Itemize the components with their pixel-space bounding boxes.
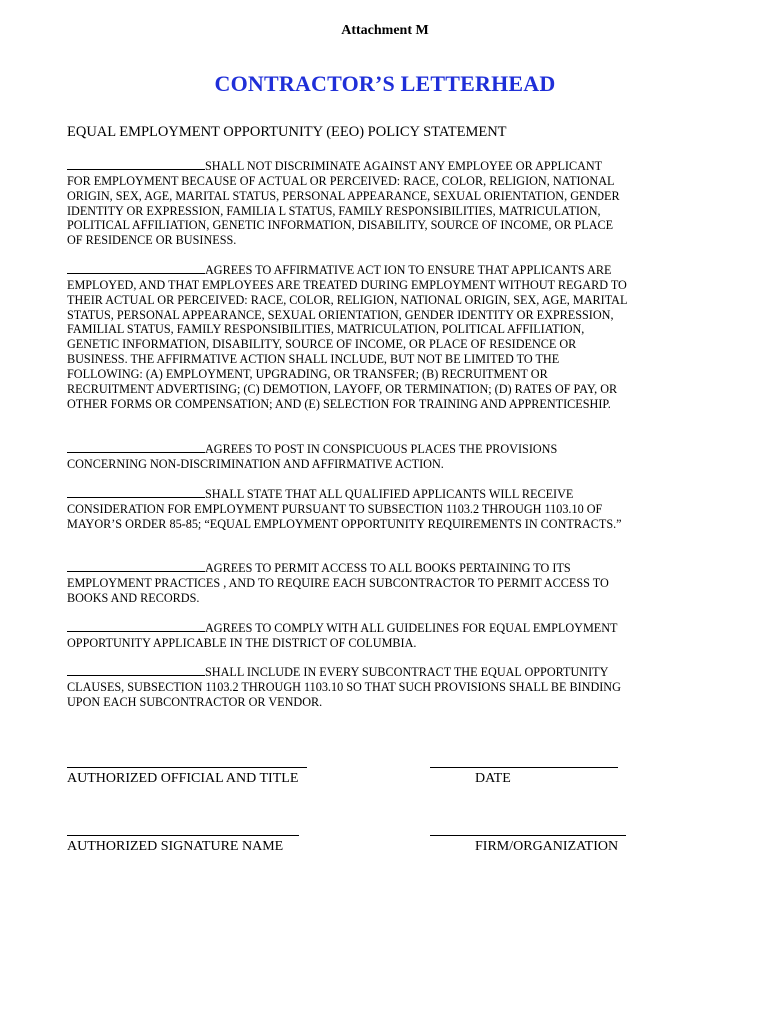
- contractor-name-blank[interactable]: [67, 263, 205, 274]
- clause-qualified-applicants: [67, 487, 627, 532]
- letterhead-title: CONTRACTOR’S LETTERHEAD: [214, 71, 556, 96]
- clause-text: SHALL STATE THAT ALL QUALIFIED APPLICANTS WILL RECEIVE CONSIDERATION FOR EMPLOYMENT PURSUANT TO SUBSECTION 1103.2 THROUGH 1103.10 OF MAYOR’S ORDER 85-85; “EQUAL EMPLOYMENT OPPORTUNITY REQUIREMENTS IN CONTRACTS.”: [67, 487, 622, 531]
- official-title-line[interactable]: [67, 767, 307, 768]
- contractor-name-blank[interactable]: [67, 561, 205, 572]
- signature-name-line[interactable]: [67, 835, 299, 836]
- contractor-name-blank[interactable]: [67, 621, 205, 632]
- firm-label: FIRM/ORGANIZATION: [475, 839, 619, 854]
- clause-comply-guidelines: [67, 621, 627, 651]
- clause-subcontract: [67, 665, 627, 710]
- clause-post-provisions: [67, 442, 627, 472]
- clause-no-discrimination: [67, 159, 627, 248]
- contractor-name-blank[interactable]: [67, 442, 205, 453]
- contractor-name-blank[interactable]: [67, 159, 205, 170]
- contractor-name-blank[interactable]: [67, 487, 205, 498]
- policy-title: EQUAL EMPLOYMENT OPPORTUNITY (EEO) POLICY STATEMENT: [67, 124, 507, 140]
- official-title-label: AUTHORIZED OFFICIAL AND TITLE: [67, 771, 299, 786]
- clause-text: AGREES TO POST IN CONSPICUOUS PLACES THE PROVISIONS CONCERNING NON-DISCRIMINATION AND AFFIRMATIVE ACTION.: [67, 442, 558, 471]
- clause-text: SHALL NOT DISCRIMINATE AGAINST ANY EMPLOYEE OR APPLICANT FOR EMPLOYMENT BECAUSE OF ACTUAL OR PERCEIVED: RACE, COLOR, RELIGION, NATIONAL ORIGIN, SEX, AGE, MARITAL STATUS, PERSONAL APPEARANCE, SEXUAL ORIENTATION, GENDER IDENTITY OR EXPRESSION, FAMILIA L STATUS, FAMILY RESPONSIBILITIES, MATRICULATION, POLITICAL AFFILIATION, GENETIC INFORMATION, DISABILITY, SOURCE OF INCOME, OR PLACE OF RESIDENCE OR BUSINESS.: [67, 159, 620, 248]
- attachment-label: Attachment M: [341, 23, 429, 38]
- firm-line[interactable]: [430, 835, 626, 836]
- clause-permit-access: [67, 561, 627, 606]
- clause-text: SHALL INCLUDE IN EVERY SUBCONTRACT THE EQUAL OPPORTUNITY CLAUSES, SUBSECTION 1103.2 THROUGH 1103.10 SO THAT SUCH PROVISIONS SHALL BE BINDING UPON EACH SUBCONTRACTOR OR VENDOR.: [67, 665, 621, 709]
- clause-text: AGREES TO COMPLY WITH ALL GUIDELINES FOR EQUAL EMPLOYMENT OPPORTUNITY APPLICABLE IN THE DISTRICT OF COLUMBIA.: [67, 621, 618, 650]
- date-line[interactable]: [430, 767, 618, 768]
- contractor-name-blank[interactable]: [67, 665, 205, 676]
- clause-text: AGREES TO PERMIT ACCESS TO ALL BOOKS PERTAINING TO ITS EMPLOYMENT PRACTICES , AND TO REQUIRE EACH SUBCONTRACTOR TO PERMIT ACCESS TO BOOKS AND RECORDS.: [67, 561, 609, 605]
- clause-affirmative-action: [67, 263, 627, 411]
- signature-name-label: AUTHORIZED SIGNATURE NAME: [67, 839, 284, 854]
- date-label: DATE: [475, 771, 511, 786]
- clause-text: AGREES TO AFFIRMATIVE ACT ION TO ENSURE THAT APPLICANTS ARE EMPLOYED, AND THAT EMPLOYEES ARE TREATED DURING EMPLOYMENT WITHOUT REGARD TO THEIR ACTUAL OR PERCEIVED: RACE, COLOR, RELIGION, NATIONAL ORIGIN, SEX, AGE, MARITAL STATUS, PERSONAL APPEARANCE, SEXUAL ORIENTATION, GENDER IDENTITY OR EXPRESSION, FAMILIAL STATUS, FAMILY RESPONSIBILITIES, MATRICULATION, POLITICAL AFFILIATION, GENETIC INFORMATION, DISABILITY, SOURCE OF INCOME, OR PLACE OF RESIDENCE OR BUSINESS. THE AFFIRMATIVE ACTION SHALL INCLUDE, BUT NOT BE LIMITED TO THE FOLLOWING: (A) EMPLOYMENT, UPGRADING, OR TRANSFER; (B) RECRUITMENT OR RECRUITMENT ADVERTISING; (C) DEMOTION, LAYOFF, OR TERMINATION; (D) RATES OF PAY, OR OTHER FORMS OR COMPENSATION; AND (E) SELECTION FOR TRAINING AND APPRENTICESHIP.: [67, 263, 627, 411]
